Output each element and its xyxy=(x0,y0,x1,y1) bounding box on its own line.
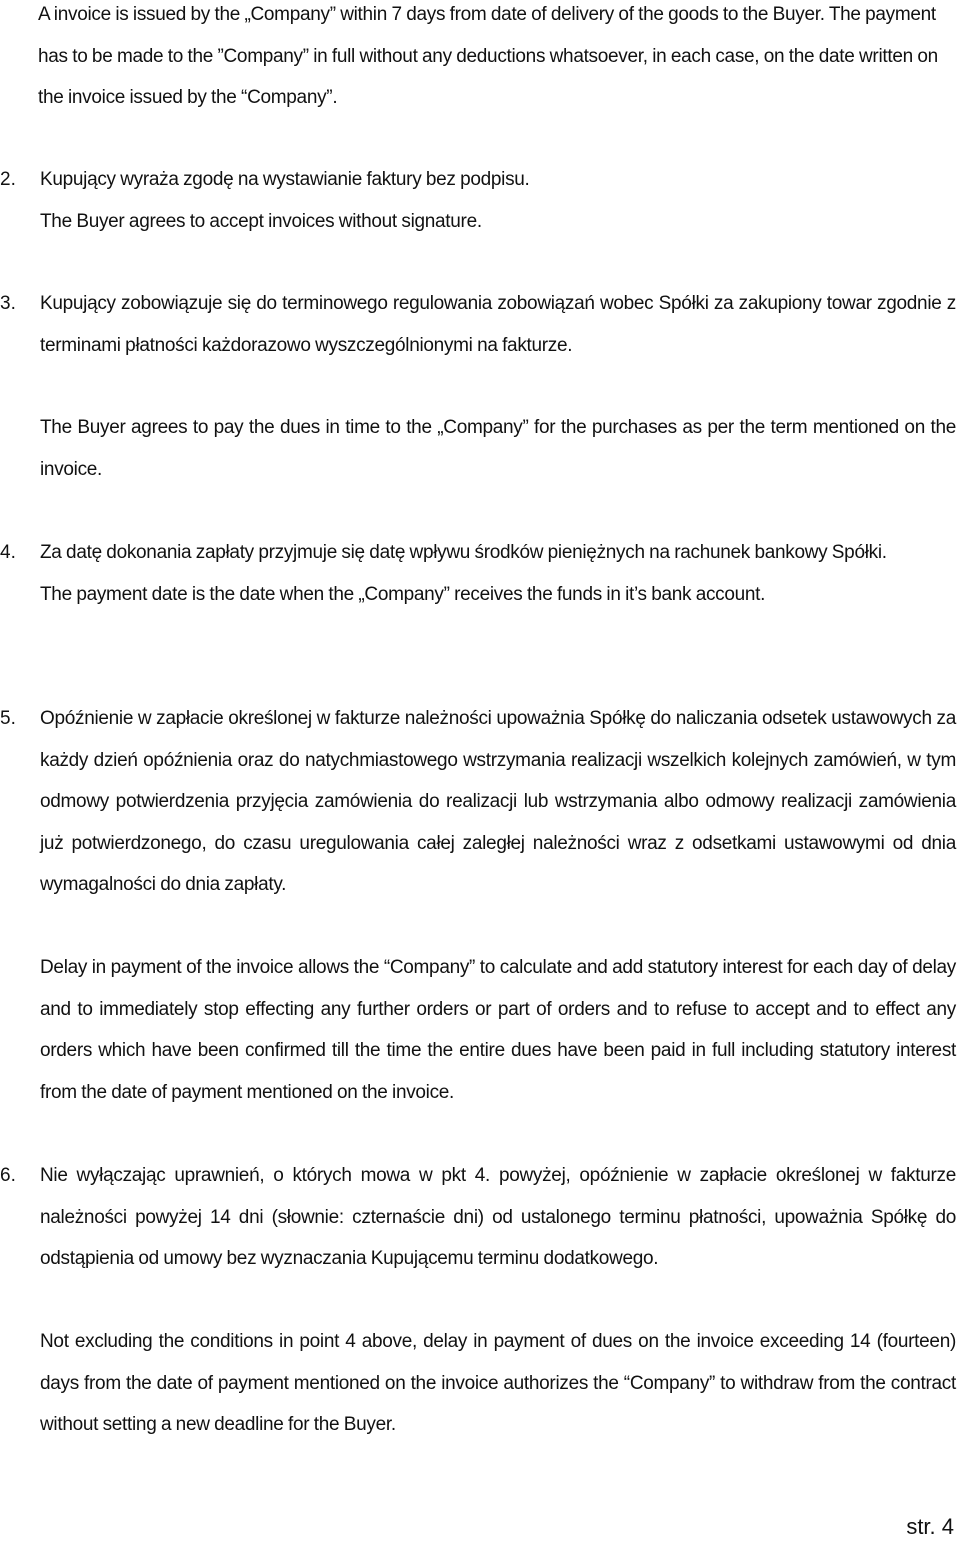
clause-6-english xyxy=(40,1321,956,1446)
clause-3-polish-text: Kupujący zobowiązuje się do terminowego regulowania zobowiązań wobec Spółki za zakupiony towar zgodnie z terminami płatności każdorazowo wyszczególnionymi na fakturze. xyxy=(40,293,956,356)
clause-3 xyxy=(40,283,956,366)
clause-3-english-text: The Buyer agrees to pay the dues in time to the „Company” for the purchases as per the term mentioned on the invoice. xyxy=(40,417,956,480)
clause-6-english-text: Not excluding the conditions in point 4 above, delay in payment of dues on the invoice exceeding 14 (fourteen) days from the date of payment mentioned on the invoice authorizes the “Company” to withdraw from the contract without setting a new deadline for the Buyer. xyxy=(40,1331,956,1435)
clause-6-number: 6. xyxy=(0,1165,16,1186)
clause-6-polish-text: Nie wyłączając uprawnień, o których mowa w pkt 4. powyżej, opóźnienie w zapłacie określonej w fakturze należności powyżej 14 dni (słownie: czternaście dni) od ustalonego terminu płatności, upoważnia Spółkę do odstąpienia od umowy bez wyznaczania Kupującemu terminu dodatkowego. xyxy=(40,1165,956,1269)
clause-4-polish-text: Za datę dokonania zapłaty przyjmuje się datę wpływu środków pieniężnych na rachunek bankowy Spółki. xyxy=(40,542,887,563)
intro-paragraph xyxy=(38,0,956,119)
clause-3-number: 3. xyxy=(0,293,16,314)
clause-5-english xyxy=(40,947,956,1113)
clause-4-english-text: The payment date is the date when the „Company” receives the funds in it’s bank account. xyxy=(40,583,766,605)
clause-2-english-text: The Buyer agrees to accept invoices without signature. xyxy=(40,210,482,232)
clause-6 xyxy=(40,1155,956,1280)
page-number: str. 4 xyxy=(906,1514,954,1539)
clause-2-polish-text: Kupujący wyraża zgodę na wystawianie faktury bez podpisu. xyxy=(40,169,530,190)
clause-3-english xyxy=(40,407,956,490)
clause-2 xyxy=(40,159,956,242)
clause-4 xyxy=(40,532,956,615)
clause-4-number: 4. xyxy=(0,542,16,563)
clause-2-number: 2. xyxy=(0,169,16,190)
clause-5-english-text: Delay in payment of the invoice allows the “Company” to calculate and add statutory interest for each day of delay and to immediately stop effecting any further orders or part of orders and to refuse to accept and to effect any orders which have been confirmed till the time the entire dues have been paid in full including statutory interest from the date of payment mentioned on the invoice. xyxy=(40,957,956,1103)
clause-5-number: 5. xyxy=(0,708,16,729)
intro-text: A invoice is issued by the „Company” within 7 days from date of delivery of the goods to the Buyer. The payment has to be made to the ”Company” in full without any deductions whatsoever, in each case, on the date written on the invoice issued by the “Company”. xyxy=(38,4,938,108)
clause-5 xyxy=(40,698,956,906)
clause-5-polish-text: Opóźnienie w zapłacie określonej w fakturze należności upoważnia Spółkę do naliczania odsetek ustawowych za każdy dzień opóźnienia oraz do natychmiastowego wstrzymania realizacji wszelkich kolejnych zamówień, w tym odmowy potwierdzenia przyjęcia zamówienia do realizacji lub wstrzymania albo odmowy realizacji zamówienia już potwierdzonego, do czasu uregulowania całej zaległej należności wraz z odsetkami ustawowymi od dnia wymagalności do dnia zapłaty. xyxy=(40,708,956,895)
